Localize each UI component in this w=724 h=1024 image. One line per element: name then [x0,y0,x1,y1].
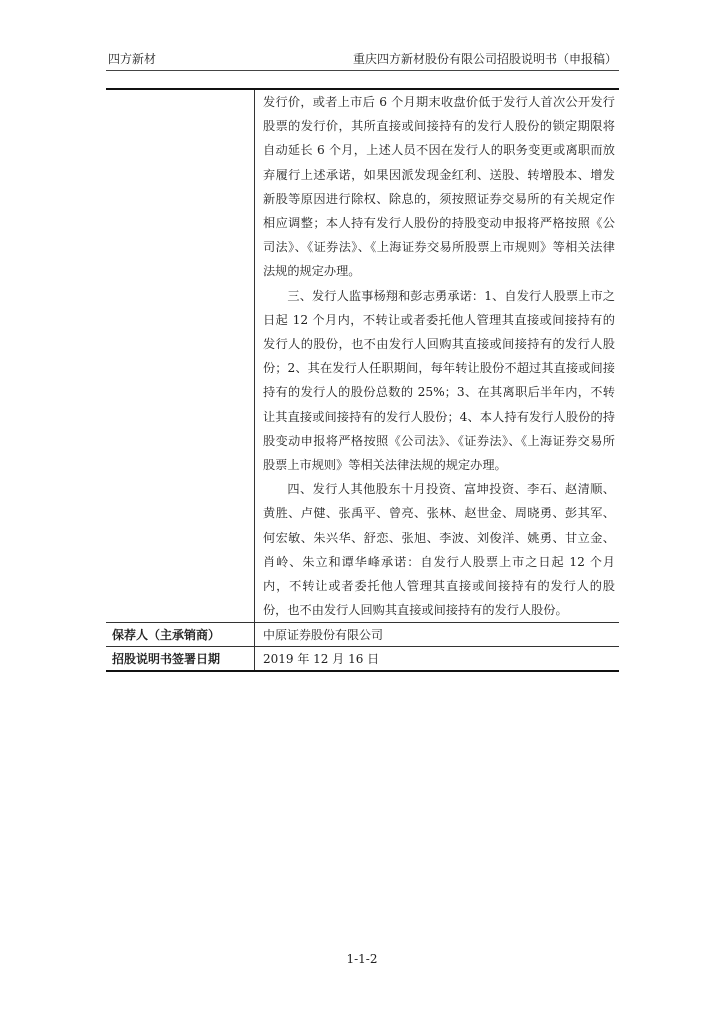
header-company-short-name: 四方新材 [108,52,157,66]
sign-date-value: 2019 年 12 月 16 日 [255,647,620,672]
table-cell-commitments [255,89,620,623]
table-cell-empty-label [106,89,255,623]
info-table [106,88,619,672]
table-row-commitments [106,89,619,623]
sponsor-label: 保荐人（主承销商） [106,623,255,647]
paragraph-supervisors: 三、发行人监事杨翔和彭志勇承诺：1、自发行人股票上市之日起 12 个月内，不转让或者委托他人管理其直接或间接持有的发行人的股份，也不由发行人回购其直接或间接持有的发行人股份；2、其在发行人任职期间，每年转让股份不超过其直接或间接持有的发行人的股份总数的 25%；3、在其离职后半年内，不转让其直接或间接持有的发行人股份；4、本人持有发行人股份的持股变动申报将严格按照《公司法》、《证券法》、《上海证券交易所股票上市规则》等相关法律法规的规定办理。 [263,288,615,473]
paragraph-other-shareholders: 四、发行人其他股东十月投资、富坤投资、李石、赵清顺、黄胜、卢健、张禹平、曾亮、张林、赵世金、周晓勇、彭其军、何宏敏、朱兴华、舒恋、张旭、李波、刘俊洋、姚勇、甘立金、肖岭、朱立和谭华峰承诺：自发行人股票上市之日起 12 个月内，不转让或者委托他人管理其直接或间接持有的发行人的股份，也不由发行人回购其直接或间接持有的发行人股份。 [263,482,615,618]
header-document-title: 重庆四方新材股份有限公司招股说明书（申报稿） [352,52,617,66]
paragraph-continued: 发行价，或者上市后 6 个月期末收盘价低于发行人首次公开发行股票的发行价，其所直接或间接持有的发行人股份的锁定期限将自动延长 6 个月，上述人员不因在发行人的职务变更或离职而放弃履行上述承诺，如果因派发现金红利、送股、转增股本、增发新股等原因进行除权、除息的，须按照证券交易所的有关规定作相应调整；本人持有发行人股份的持股变动申报将严格按照《公司法》、《证券法》、《上海证券交易所股票上市规则》等相关法律法规的规定办理。 [263,95,615,279]
header-divider [106,70,619,71]
table-row-sponsor [106,623,619,647]
page-number: 1-1-2 [346,952,378,966]
table-row-sign-date [106,647,619,672]
sign-date-label: 招股说明书签署日期 [106,647,255,672]
sponsor-value: 中原证券股份有限公司 [255,623,620,647]
commitment-text [255,90,619,622]
